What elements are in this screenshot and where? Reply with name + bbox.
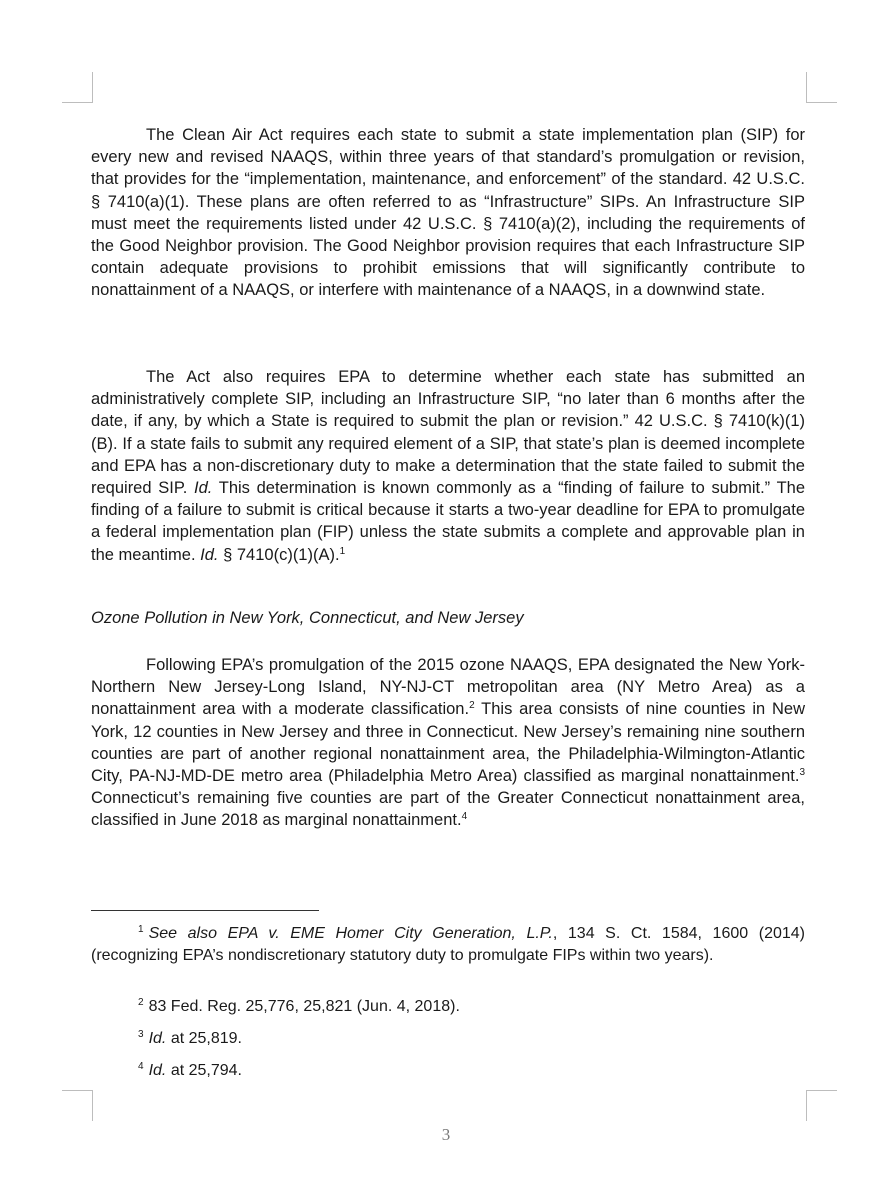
- footnote-2: [91, 996, 805, 1018]
- paragraph-ozone-pollution: [91, 654, 805, 832]
- crop-mark-top-left: [62, 72, 93, 103]
- paragraph-text: Connecticut’s remaining five counties are part of the Greater Connecticut nonattainment area, classified in June 2018 as marginal nonattainment.: [91, 789, 805, 830]
- citation-text: § 7410(c)(1)(A).: [223, 545, 340, 564]
- footnote-italic: Id.: [148, 1062, 167, 1079]
- footnote-mark: 3: [138, 1029, 144, 1040]
- crop-mark-top-right: [806, 72, 837, 103]
- paragraph-text: Following EPA’s promulgation of the 2015 ozone NAAQS, EPA designated the New York-Northern New Jersey-Long Island, NY-NJ-CT metropolitan area (NY Metro Area) as a nonattainment area with a moderate classification.: [91, 656, 805, 719]
- footnote-text: at 25,819.: [170, 1030, 242, 1047]
- footnote-3: [91, 1028, 805, 1050]
- footnote-separator: [91, 910, 319, 911]
- footnote-mark: 1: [138, 924, 144, 935]
- footnote-mark: 2: [138, 997, 144, 1008]
- footnote-4: [91, 1060, 805, 1082]
- footnote-italic: See also EPA v. EME Homer City Generation, L.P.: [148, 925, 553, 942]
- paragraph-text: The Clean Air Act requires each state to submit a state implementation plan (SIP) for every new and revised NAAQS, within three years of that standard’s promulgation or revision, that provides for the “implementation, maintenance, and enforcement” of the standard. 42 U.S.C. § 7410(a)(1). These plans are often referred to as “Infrastructure” SIPs. An Infrastructure SIP must meet the requirements listed under 42 U.S.C. § 7410(a)(2), including the requirements of the Good Neighbor provision. The Good Neighbor provision requires that each Infrastructure SIP contain adequate provisions to prohibit emissions that will significantly contribute to nonattainment of a NAAQS, or interfere with maintenance of a NAAQS, in a downwind state.: [91, 126, 805, 300]
- footnote-1: [91, 923, 805, 966]
- footnote-ref-4: 4: [461, 811, 468, 823]
- footnote-text: , 134 S. Ct. 1584, 1600 (2014) (recognizing EPA’s nondiscretionary statutory duty to promulgate FIPs within two years).: [91, 925, 805, 964]
- footnote-italic: Id.: [148, 1030, 167, 1047]
- footnote-ref-1: 1: [339, 545, 346, 557]
- footnote-ref-2: 2: [469, 700, 475, 712]
- paragraph-text: The Act also requires EPA to determine whether each state has submitted an administratively complete SIP, including an Infrastructure SIP, “no later than 6 months after the date, if any, by which a State is required to submit the plan or revision.” 42 U.S.C. § 7410(k)(1)(B). If a state fails to submit any required element of a SIP, that state’s plan is deemed incomplete and EPA has a non-discretionary duty to make a determination that the state failed to submit the required SIP.: [91, 368, 805, 498]
- paragraph-epa-determination: [91, 366, 805, 566]
- footnote-mark: 4: [138, 1061, 144, 1072]
- footnote-text: at 25,794.: [170, 1062, 242, 1079]
- paragraph-text: This determination is known commonly as a “finding of failure to submit.” The finding of a failure to submit is critical because it starts a two-year deadline for EPA to promulgate a federal implementation plan (FIP) unless the state submits a complete and approvable plan in the meantime.: [91, 479, 805, 564]
- crop-mark-bottom-right: [806, 1090, 837, 1121]
- footnote-ref-3: 3: [799, 767, 805, 779]
- citation-id: Id.: [194, 479, 213, 498]
- section-heading: Ozone Pollution in New York, Connecticut, and New Jersey: [91, 609, 524, 627]
- footnote-text: 83 Fed. Reg. 25,776, 25,821 (Jun. 4, 2018).: [148, 998, 460, 1015]
- paragraph-text: This area consists of nine counties in New York, 12 counties in New Jersey and three in Connecticut. New Jersey’s remaining nine southern counties are part of another regional nonattainment area, the Philadelphia-Wilmington-Atlantic City, PA-NJ-MD-DE metro area (Philadelphia Metro Area) classified as marginal nonattainment.: [91, 700, 805, 786]
- page-number: 3: [441, 1125, 451, 1144]
- paragraph-clean-air-act: [91, 124, 805, 302]
- citation-id: Id.: [200, 545, 219, 564]
- crop-mark-bottom-left: [62, 1090, 93, 1121]
